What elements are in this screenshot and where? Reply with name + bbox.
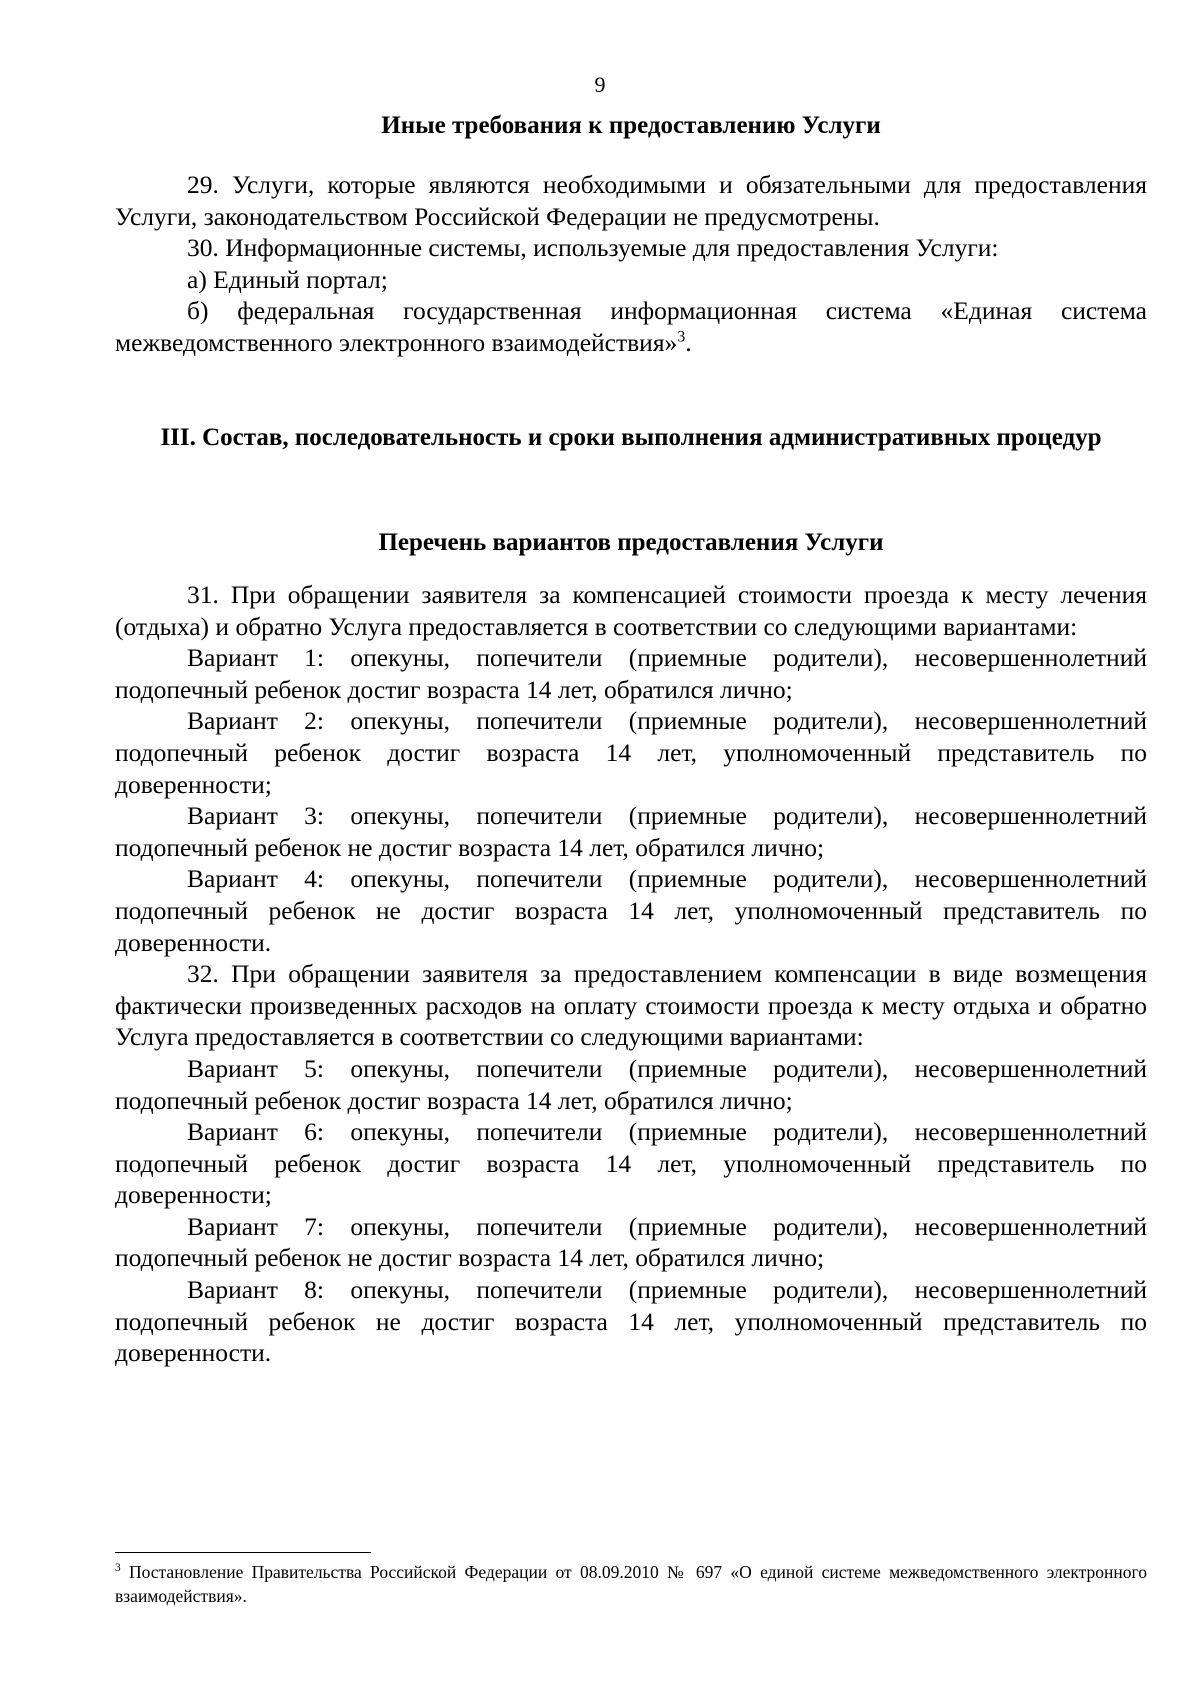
variant-7: Вариант 7: опекуны, попечители (приемные родители), несовершеннолетний подопечный ребенок не достиг возраста 14 лет, обратился лично; xyxy=(115,1211,1147,1273)
variant-2: Вариант 2: опекуны, попечители (приемные родители), несовершеннолетний подопечный ребенок достиг возраста 14 лет, уполномоченный представитель по доверенности; xyxy=(115,706,1147,799)
heading-section-iii: III. Состав, последовательность и сроки выполнения административных процедур xyxy=(160,424,1102,451)
footnote-marker: 3 xyxy=(115,1562,121,1575)
paragraph-29: 29. Услуги, которые являются необходимыми и обязательными для предоставления Услуги, законодательством Российской Федерации не предусмотрены. xyxy=(115,170,1147,231)
block-other-requirements xyxy=(115,169,1147,359)
paragraph-30-item-b xyxy=(115,295,1147,358)
paragraph-30: 30. Информационные системы, используемые для предоставления Услуги: xyxy=(187,233,999,263)
heading-variants-list: Перечень вариантов предоставления Услуги xyxy=(378,529,884,556)
item-b-end: . xyxy=(685,327,692,357)
page-number: 9 xyxy=(594,72,606,97)
paragraph-31: 31. При обращении заявителя за компенсацией стоимости проезда к месту лечения (отдыха) и обратно Услуга предоставляется в соответствии со следующими вариантами: xyxy=(115,580,1147,641)
footnote-text: Постановление Правительства Российской Федерации от 08.09.2010 № 697 «О единой системе межведомственного электронного взаимодействия». xyxy=(115,1562,1147,1606)
paragraph-32: 32. При обращении заявителя за предоставлением компенсации в виде возмещения фактически произведенных расходов на оплату стоимости проезда к месту отдыха и обратно Услуга предоставляется в соответствии со следующими вариантами: xyxy=(115,959,1147,1052)
variant-1: Вариант 1: опекуны, попечители (приемные родители), несовершеннолетний подопечный ребенок достиг возраста 14 лет, обратился лично; xyxy=(115,643,1147,704)
variant-4: Вариант 4: опекуны, попечители (приемные родители), несовершеннолетний подопечный ребенок не достиг возраста 14 лет, уполномоченный представитель по доверенности. xyxy=(115,864,1147,957)
variant-5: Вариант 5: опекуны, попечители (приемные родители), несовершеннолетний подопечный ребенок достиг возраста 14 лет, обратился лично; xyxy=(115,1053,1147,1115)
block-variants xyxy=(115,579,1147,1369)
footnote-reference: 3 xyxy=(677,328,686,346)
item-b-text: б) федеральная государственная информационная система «Единая система межведомственного электронного взаимодействия» xyxy=(115,296,1147,357)
variant-8: Вариант 8: опекуны, попечители (приемные родители), несовершеннолетний подопечный ребенок не достиг возраста 14 лет, уполномоченный представитель по доверенности. xyxy=(115,1275,1147,1368)
footnote-3 xyxy=(115,1560,1147,1608)
footnote-separator xyxy=(115,1552,371,1553)
variant-6: Вариант 6: опекуны, попечители (приемные родители), несовершеннолетний подопечный ребенок достиг возраста 14 лет, уполномоченный представитель по доверенности; xyxy=(115,1117,1147,1210)
variant-3: Вариант 3: опекуны, попечители (приемные родители), несовершеннолетний подопечный ребенок не достиг возраста 14 лет, обратился лично; xyxy=(115,801,1147,862)
heading-other-requirements: Иные требования к предоставлению Услуги xyxy=(381,112,881,139)
paragraph-30-item-a: а) Единый портал; xyxy=(187,264,388,294)
